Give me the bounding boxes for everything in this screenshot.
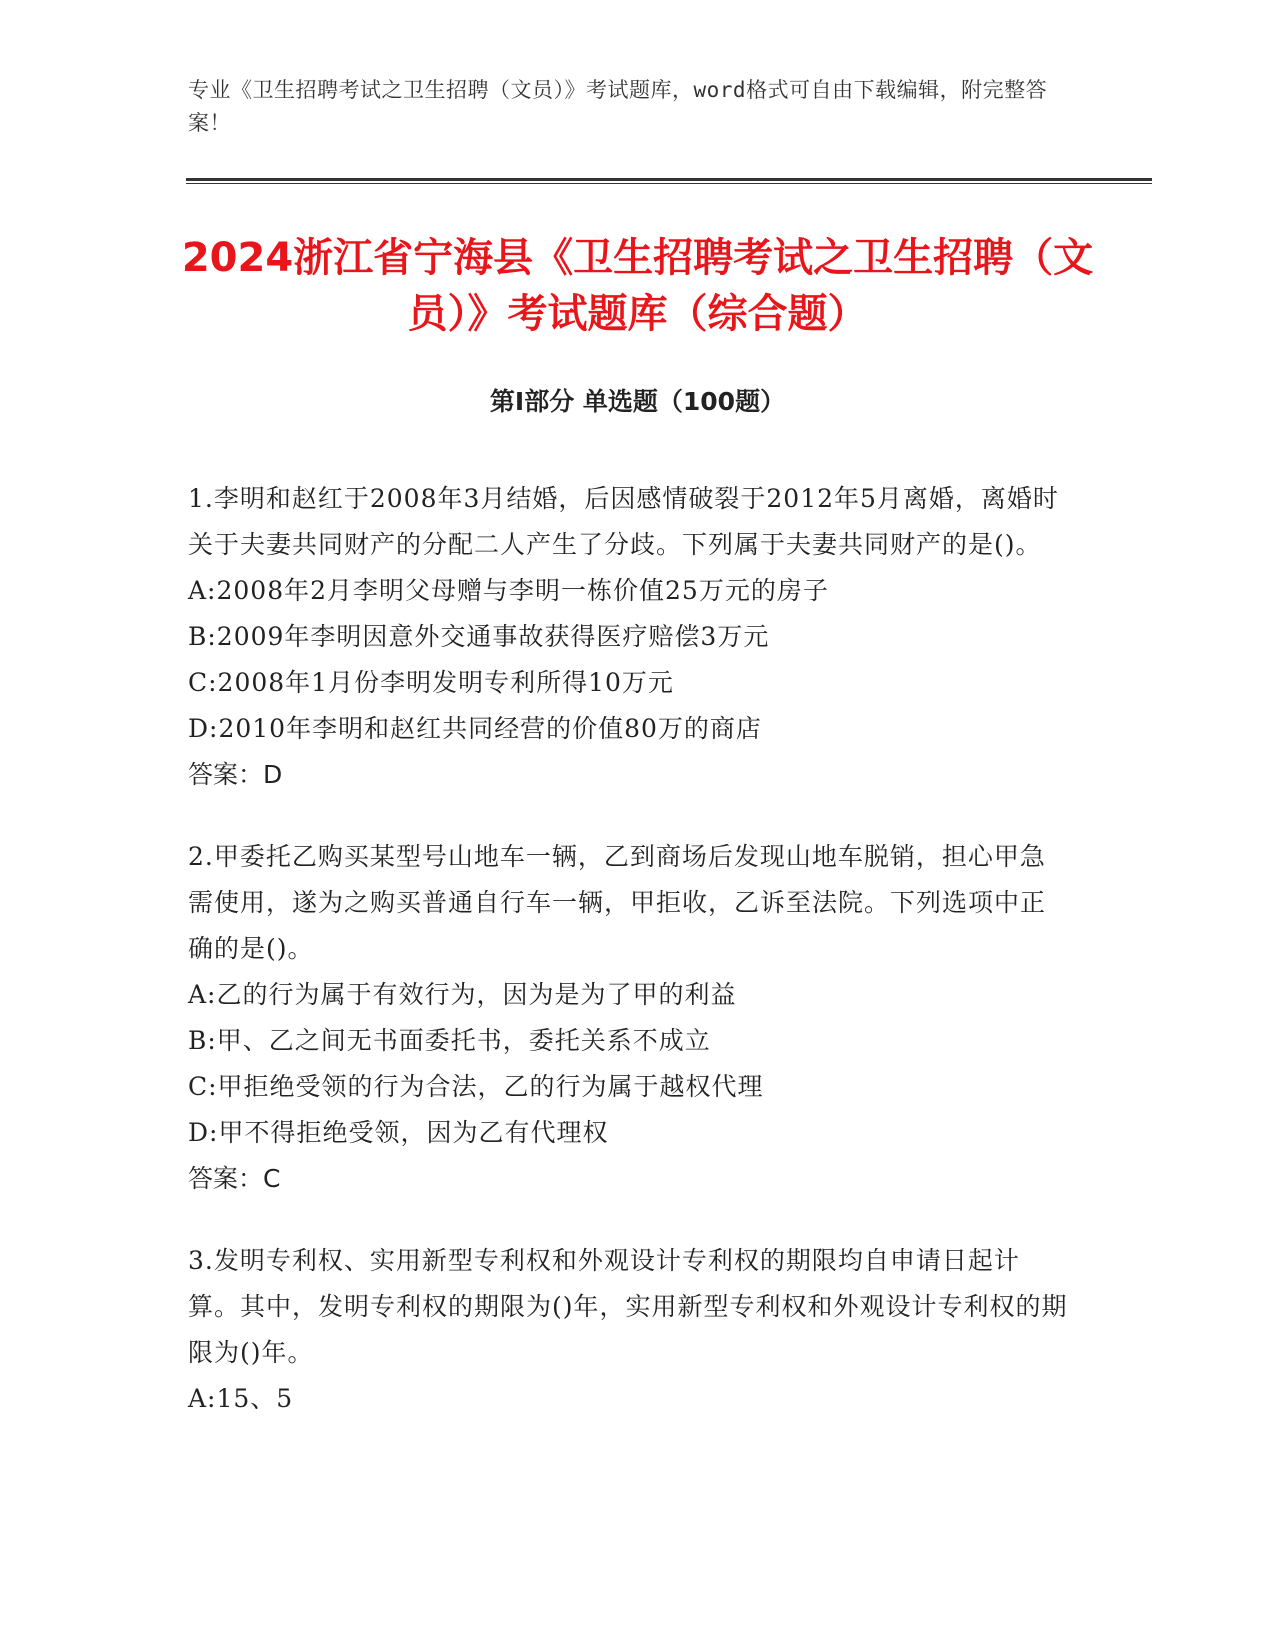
question-1 [188, 476, 1068, 798]
section-title: 第I部分 单选题（100题） [489, 387, 786, 416]
answer: 答案：D [188, 760, 283, 789]
option-d: D:甲不得拒绝受领，因为乙有代理权 [188, 1118, 609, 1147]
header-divider-thick [186, 178, 1152, 181]
option-c: C:甲拒绝受领的行为合法，乙的行为属于越权代理 [188, 1072, 764, 1101]
option-a: A:15、5 [188, 1384, 294, 1413]
question-2 [188, 834, 1068, 1202]
question-stem: 1.李明和赵红于2008年3月结婚，后因感情破裂于2012年5月离婚，离婚时关于夫妻共同财产的分配二人产生了分歧。下列属于夫妻共同财产的是()。 [188, 484, 1059, 559]
question-stem: 2.甲委托乙购买某型号山地车一辆，乙到商场后发现山地车脱销，担心甲急需使用，遂为之购买普通自行车一辆，甲拒收，乙诉至法院。下列选项中正确的是()。 [188, 842, 1047, 963]
header-divider-thin [186, 183, 1152, 184]
question-stem: 3.发明专利权、实用新型专利权和外观设计专利权的期限均自申请日起计算。其中，发明专利权的期限为()年，实用新型专利权和外观设计专利权的期限为()年。 [188, 1246, 1068, 1367]
question-3 [188, 1238, 1068, 1422]
document-title: 2024浙江省宁海县《卫生招聘考试之卫生招聘（文员）》考试题库（综合题） [181, 235, 1094, 337]
header-note: 专业《卫生招聘考试之卫生招聘（文员）》考试题库，word格式可自由下载编辑，附完整答案！ [188, 78, 1048, 135]
answer: 答案：C [188, 1164, 281, 1193]
question-list [188, 476, 1068, 1458]
option-d: D:2010年李明和赵红共同经营的价值80万的商店 [188, 714, 762, 743]
option-a: A:2008年2月李明父母赠与李明一栋价值25万元的房子 [188, 576, 829, 605]
option-b: B:2009年李明因意外交通事故获得医疗赔偿3万元 [188, 622, 770, 651]
option-a: A:乙的行为属于有效行为，因为是为了甲的利益 [188, 980, 737, 1009]
option-c: C:2008年1月份李明发明专利所得10万元 [188, 668, 674, 697]
option-b: B:甲、乙之间无书面委托书，委托关系不成立 [188, 1026, 711, 1055]
